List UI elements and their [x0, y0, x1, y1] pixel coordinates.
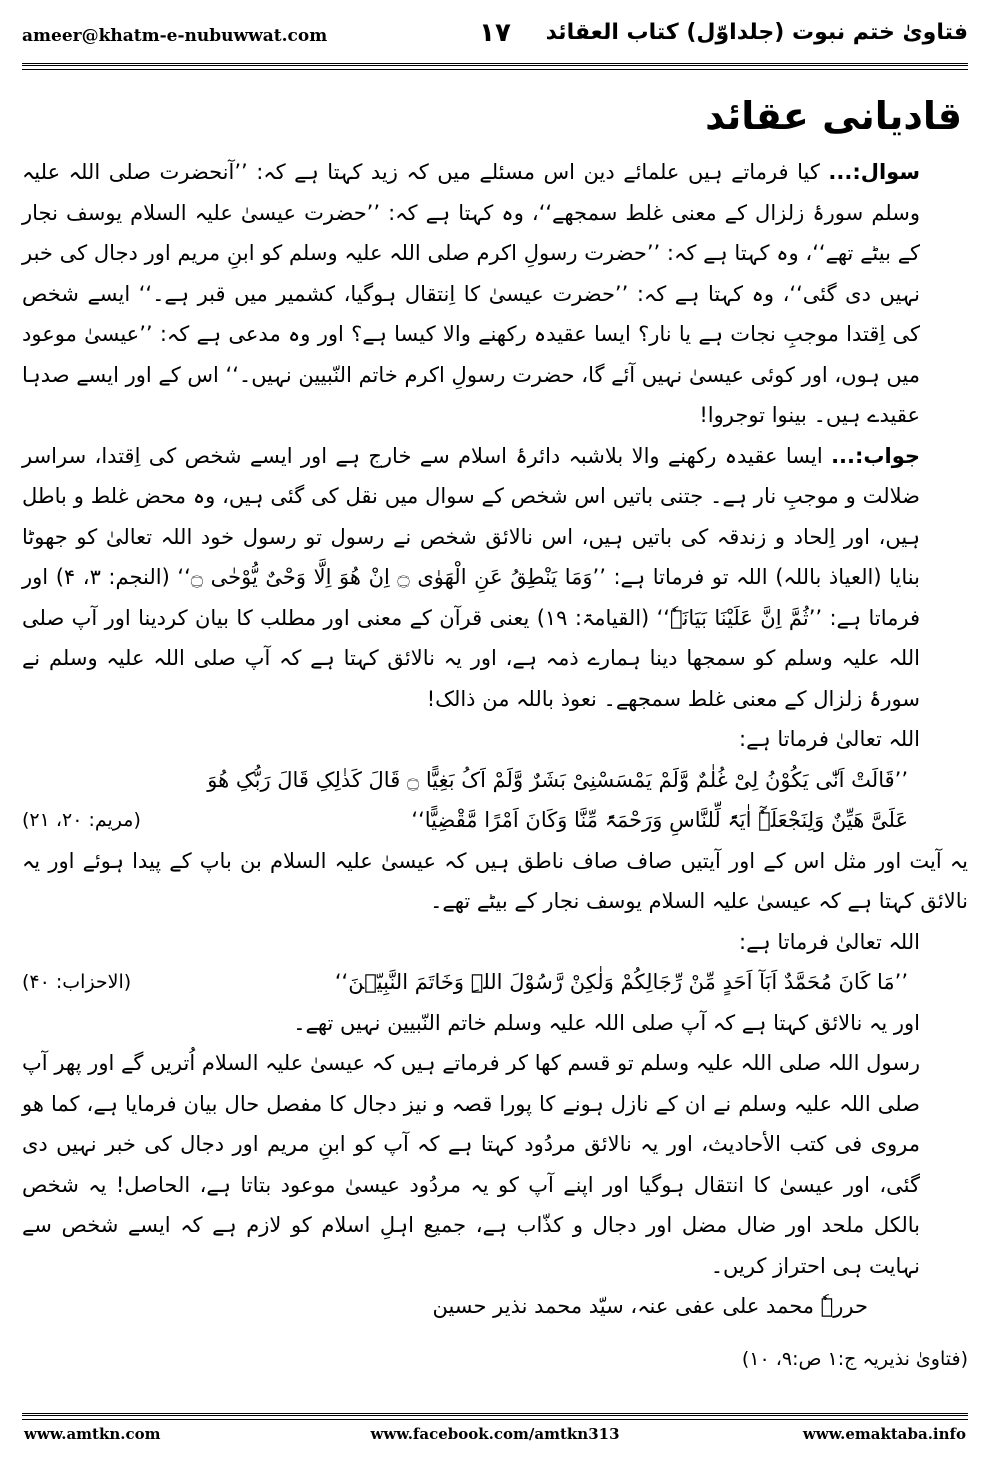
verse-ahzab-text: ’’مَا کَانَ مُحَمَّدٌ اَبَآ اَحَدٍ مِّنْ رِّجَالِکُمْ وَلٰکِنْ رَّسُوْلَ اللہِ وَخَاتَمَ النَّبِیّٖنَ‘‘: [334, 970, 908, 994]
book-title: فتاویٰ ختم نبوت (جلداوّل) کتاب العقائد: [545, 20, 968, 45]
question-label: سوال:...: [828, 160, 920, 184]
page-number: ۱۷: [479, 18, 511, 48]
header-divider: [22, 63, 968, 70]
verse-maryam: [22, 760, 968, 841]
verse-ahzab-ref: (الاحزاب: ۴۰): [22, 971, 132, 993]
page-footer: [22, 1425, 968, 1449]
verse-maryam-ref: (مریم: ۲۰، ۲۱): [22, 809, 141, 831]
verse-maryam-line-2: عَلَیَّ ھَیِّنٌ وَلِنَجْعَلَہٗٓ اٰیَۃً لِّلنَّاسِ وَرَحْمَۃً مِّنَّا وَکَانَ اَمْرًا مَّقْضِیًّا‘‘: [411, 808, 908, 832]
signature: حررہٗ محمد علی عفی عنہ، سیّد محمد نذیر حسین: [432, 1294, 868, 1318]
allah-says-1: اللہ تعالیٰ فرماتا ہے:: [739, 727, 920, 751]
answer-label: جواب:...: [831, 443, 920, 468]
verse-ahzab: [22, 962, 968, 1003]
verse-maryam-line-1: ’’قَالَتْ اَنّٰی یَکُوْنُ لِیْ غُلٰمٌ وَّلَمْ یَمْسَسْنِیْ بَشَرٌ وَّلَمْ اَکُ بَغِیًّا ۝ قَالَ کَذٰلِکِ قَالَ رَبُّکِ ھُوَ: [207, 767, 908, 792]
question-text: کیا فرماتے ہیں علمائے دین اس مسئلے میں کہ زید کہتا ہے کہ: ’’آنحضرت صلی اللہ علیہ وسلم سورۂ زلزال کے معنی غلط سمجھے‘‘، وہ کہتا ہے کہ: ’’حضرت عیسیٰ علیہ السلام یوسف نجار کے بیٹے تھے‘‘، وہ کہتا ہے کہ: ’’حضرت رسولِ اکرم صلی اللہ علیہ وسلم کو ابنِ مریم اور دجال کی خبر نہیں دی گئی‘‘، وہ کہتا ہے کہ: ’’حضرت عیسیٰ کا اِنتقال ہوگیا، کشمیر میں قبر ہے۔‘‘ ایسے شخص کی اِقتدا موجبِ نجات ہے یا نار؟ ایسا عقیدہ رکھنے والا کیسا ہے؟ اور وہ مدعی ہے کہ: ’’عیسیٰ موعود میں ہوں، اور کوئی عیسیٰ نہیں آئے گا، حضرت رسولِ اکرم خاتم النّبیین نہیں۔‘‘ اس کے اور ایسے صدہا عقیدے ہیں۔ بینوا توجروا!: [22, 160, 920, 427]
question-paragraph: [22, 152, 968, 436]
header-email: ameer@khatm-e-nubuwwat.com: [22, 26, 328, 46]
answer-text-3: اور یہ نالائق کہتا ہے کہ آپ صلی اللہ علیہ وسلم خاتم النّبیین نہیں تھے۔: [293, 1010, 920, 1035]
footer-link-emaktaba[interactable]: www.emaktaba.info: [802, 1425, 966, 1443]
footer-link-facebook[interactable]: www.facebook.com/amtkn313: [370, 1425, 620, 1443]
answer-text-2: یہ آیت اور مثل اس کے اور آیتیں صاف صاف ناطق ہیں کہ عیسیٰ علیہ السلام بن باپ کے پیدا ہوئے اور یہ نالائق کہتا ہے کہ عیسیٰ علیہ السلام یوسف نجار کے بیٹے تھے۔: [22, 848, 968, 913]
page-body: [22, 86, 968, 1400]
answer-text-1: ایسا عقیدہ رکھنے والا بلاشبہ دائرۂ اسلام سے خارج ہے اور ایسے شخص کی اِقتدا، سراسر ضلالت و موجبِ نار ہے۔ جتنی باتیں اس شخص کے سوال میں نقل کی گئی ہیں، وہ محض غلط و باطل ہیں، اور اِلحاد و زندقہ کی باتیں ہیں، اس نالائق شخص نے رسول تو رسول خود اللہ تعالیٰ کو جھوٹا بنایا (العیاذ باللہ) اللہ تو فرماتا ہے: ’’وَمَا یَنْطِقُ عَنِ الْھَوٰی ۝ اِنْ ھُوَ اِلَّا وَحْیٌ یُّوْحٰی ۝‘‘ (النجم: ۳، ۴) اور فرماتا ہے: ’’ثُمَّ اِنَّ عَلَیْنَا بَیَانَہٗ‘‘ (القیامۃ: ۱۹) یعنی قرآن کے معنی اور مطلب کا بیان کردینا اور آپ صلی اللہ علیہ وسلم کو سمجھا دینا ہمارے ذمہ ہے، اور یہ نالائق کہتا ہے کہ آپ صلی اللہ علیہ وسلم نے سورۂ زلزال کے معنی غلط سمجھے۔ نعوذ باللہ من ذالک!: [22, 443, 921, 711]
answer-text-4: رسول اللہ صلی اللہ علیہ وسلم تو قسم کھا کر فرماتے ہیں کہ عیسیٰ علیہ السلام اُتریں گے اور پھر آپ صلی اللہ علیہ وسلم نے ان کے نازل ہونے کا پورا قصہ و نیز دجال کا مفصل حال بیان فرمایا ہے، کما ھو مروی فی کتب الأحادیث، اور یہ نالائق مردُود کہتا ہے کہ آپ کو ابنِ مریم اور دجال کی خبر نہیں دی گئی، اور عیسیٰ کا انتقال ہوگیا اور اپنے آپ کو یہ مردُود عیسیٰ موعود بتاتا ہے، الحاصل! یہ شخص بالکل ملحد اور ضال مضل اور دجال و کذّاب ہے، جمیع اہلِ اسلام کو لازم ہے کہ ایسے شخص سے نہایت ہی احتراز کریں۔: [22, 1051, 920, 1278]
answer-paragraph: [22, 436, 968, 720]
page-header: [22, 18, 968, 58]
fatwa-source: (فتاویٰ نذیریہ ج:۱ ص:۹، ۱۰): [741, 1347, 968, 1370]
allah-says-2: اللہ تعالیٰ فرماتا ہے:: [739, 929, 920, 954]
footer-link-amtkn[interactable]: www.amtkn.com: [24, 1425, 161, 1443]
footer-divider: [22, 1413, 968, 1420]
section-title: قادیانی عقائد: [705, 94, 962, 138]
